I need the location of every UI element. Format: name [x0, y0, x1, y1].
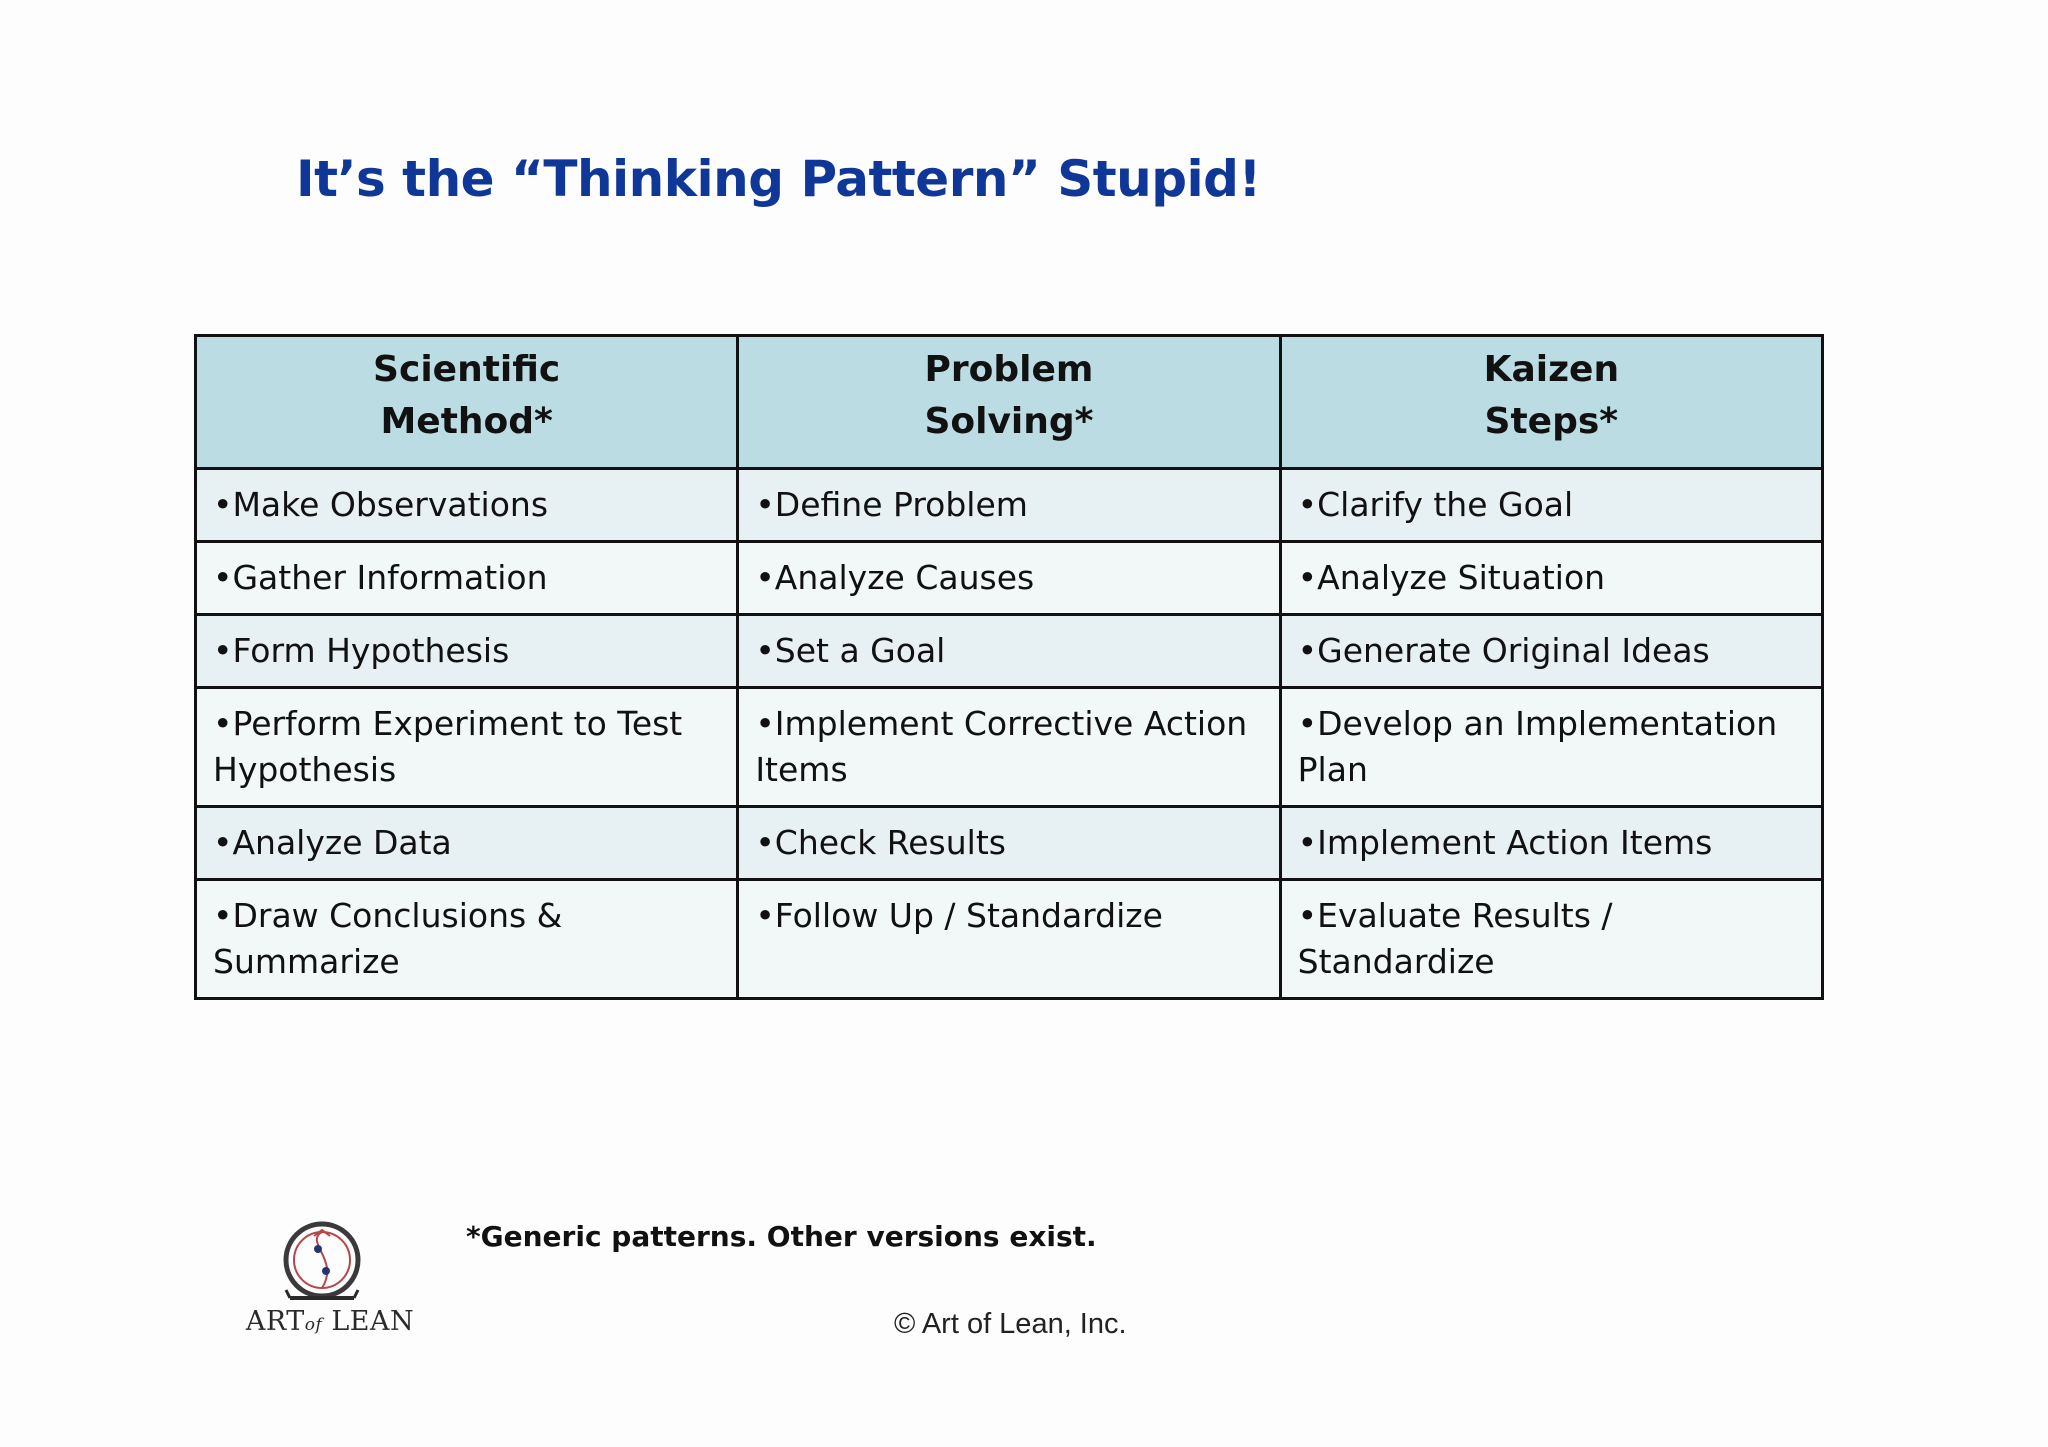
- header-line: Steps*: [1484, 401, 1619, 442]
- header-line: Solving*: [924, 401, 1094, 442]
- logo-text-of: of: [304, 1315, 323, 1335]
- table-cell: •Analyze Situation: [1280, 542, 1822, 615]
- table-cell: •Form Hypothesis: [196, 615, 738, 688]
- table-row: [196, 542, 1823, 615]
- header-scientific-method: [196, 336, 738, 469]
- table-row: [196, 880, 1823, 999]
- table-row: [196, 615, 1823, 688]
- header-line: Kaizen: [1483, 349, 1620, 390]
- table-cell: •Check Results: [738, 807, 1280, 880]
- table-cell: •Set a Goal: [738, 615, 1280, 688]
- header-kaizen-steps: [1280, 336, 1822, 469]
- table-cell: •Perform Experiment to Test Hypothesis: [196, 688, 738, 807]
- thinking-pattern-table: [194, 334, 1824, 1000]
- table-cell: •Define Problem: [738, 469, 1280, 542]
- table-cell: •Analyze Causes: [738, 542, 1280, 615]
- table-cell: •Develop an Implementation Plan: [1280, 688, 1822, 807]
- slide-title: It’s the “Thinking Pattern” Stupid!: [296, 150, 1261, 208]
- table-cell: •Evaluate Results / Standardize: [1280, 880, 1822, 999]
- table-cell: •Gather Information: [196, 542, 738, 615]
- table-cell: •Implement Corrective Action Items: [738, 688, 1280, 807]
- table-cell: •Follow Up / Standardize: [738, 880, 1280, 999]
- table-row: [196, 469, 1823, 542]
- header-line: Scientific: [373, 349, 561, 390]
- footnote: *Generic patterns. Other versions exist.: [466, 1220, 1097, 1253]
- table-header-row: [196, 336, 1823, 469]
- logo-wordmark: [240, 1306, 420, 1337]
- table-cell: •Analyze Data: [196, 807, 738, 880]
- table-row: [196, 688, 1823, 807]
- header-problem-solving: [738, 336, 1280, 469]
- table-row: [196, 807, 1823, 880]
- table-cell: •Clarify the Goal: [1280, 469, 1822, 542]
- logo-text-lean: LEAN: [331, 1306, 415, 1337]
- table-cell: •Implement Action Items: [1280, 807, 1822, 880]
- table-cell: •Generate Original Ideas: [1280, 615, 1822, 688]
- art-of-lean-logo: [240, 1218, 420, 1348]
- table-cell: •Draw Conclusions & Summarize: [196, 880, 738, 999]
- logo-text-art: ART: [245, 1306, 305, 1337]
- copyright-notice: © Art of Lean, Inc.: [894, 1308, 1127, 1340]
- table-cell: •Make Observations: [196, 469, 738, 542]
- yin-yang-circle-icon: [240, 1218, 420, 1313]
- header-line: Method*: [380, 401, 553, 442]
- header-line: Problem: [924, 349, 1094, 390]
